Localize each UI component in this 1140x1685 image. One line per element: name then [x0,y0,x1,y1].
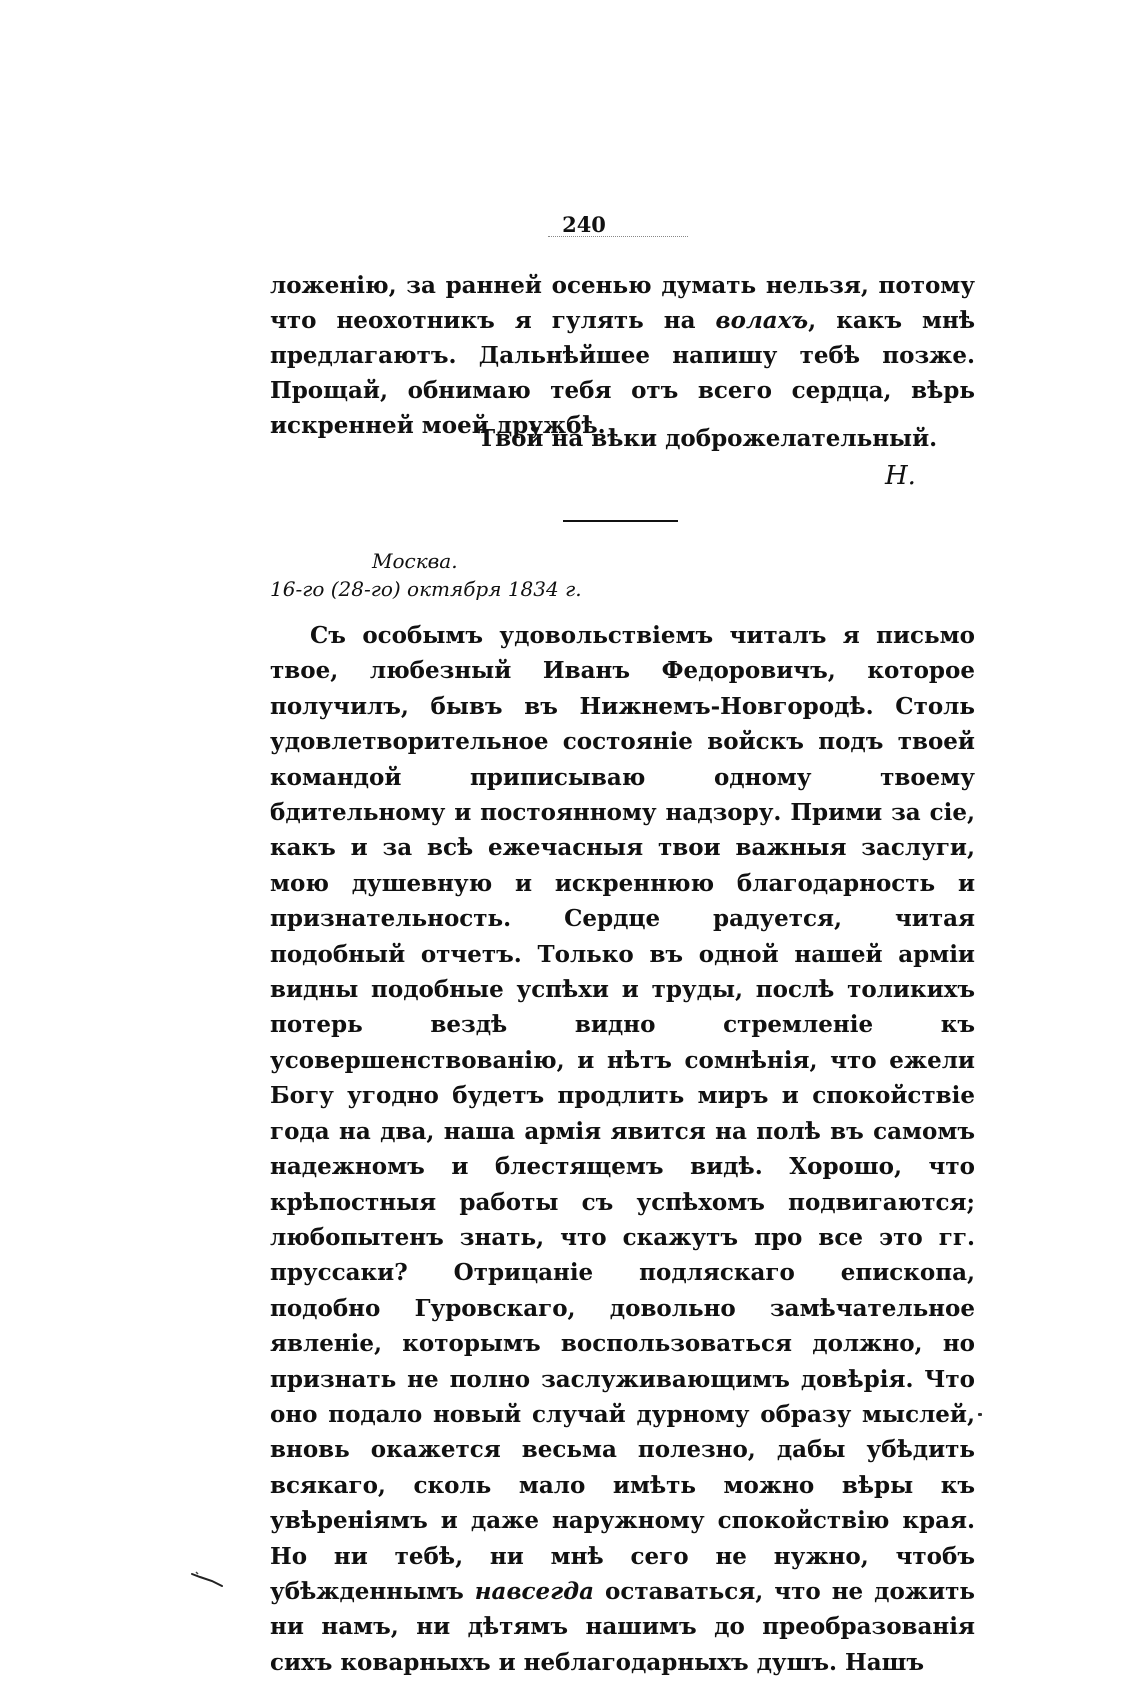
letter-body-text [270,618,975,1680]
letter-body [270,618,975,1680]
continuation-text [270,268,975,443]
letter-body-part-2: оставаться, что не дожить ни намъ, ни дѣтямъ нашимъ до преобразованія сихъ коварныхъ и неблагодарныхъ душъ. Нашъ [270,1577,975,1676]
letter-body-part-1: Съ особымъ удовольствіемъ читалъ я письмо твое, любезный Иванъ Федоровичъ, которое получилъ, бывъ въ Нижнемъ-Новгородѣ. Столь удовлетворительное состояніе войскъ подъ твоей командой приписываю одному твоему бдительному и постоянному надзору. Прими за сіе, какъ и за всѣ ежечасныя твои важныя заслуги, мою душевную и искреннюю благодарность и признательность. Сердце радуется, читая подобный отчетъ. Только въ одной нашей арміи видны подобные успѣхи и труды, послѣ толикихъ потерь вездѣ видно стремленіе къ усовершенствованію, и нѣтъ сомнѣнія, что ежели Богу угодно будетъ продлить миръ и спокойствіе года на два, наша армія явится на полѣ въ самомъ надежномъ и блестящемъ видѣ. Хорошо, что крѣпостныя работы съ успѣхомъ подвигаются; любопытенъ знать, что скажутъ про все это гг. пруссаки? Отрицаніе подляскаго епископа, подобно Гуровскаго, довольно замѣчательное явленіе, которымъ воспользоваться должно, но признать не полно заслуживающимъ довѣрія. Что оно подало новый случай дурному образу мыслей, вновь окажется весьма полезно, дабы убѣдить всякаго, сколь мало имѣть можно вѣры къ увѣреніямъ и даже наружному спокойствію края. Но ни тебѣ, ни мнѣ сего не нужно, чтобъ убѣжденнымъ [270,622,975,1605]
letter-body-emphasis: навсегда [474,1577,595,1605]
scan-pen-mark [190,1570,230,1590]
continuation-paragraph [270,268,975,443]
page-number: 240 [562,212,606,237]
decorative-dots [548,236,688,243]
signature: Н. [885,461,916,491]
continuation-part-2: , какъ мнѣ предлагаютъ. Дальнѣйшее напишу тебѣ позже. Прощай, обнимаю тебя отъ всего сердца, вѣрь искренней моей дружбѣ. [270,307,976,439]
continuation-part-1: ложенію, за ранней осенью думать нельзя, потому что неохотникъ я гулять на [270,272,975,334]
section-divider [563,520,678,522]
letter-place: Москва. [372,549,458,573]
scan-speck [978,1413,982,1416]
closing-line: Твой на вѣки доброжелательный. [478,425,938,452]
continuation-emphasis: волахъ [715,307,809,334]
letter-date: 16-го (28-го) октября 1834 г. [270,577,582,601]
